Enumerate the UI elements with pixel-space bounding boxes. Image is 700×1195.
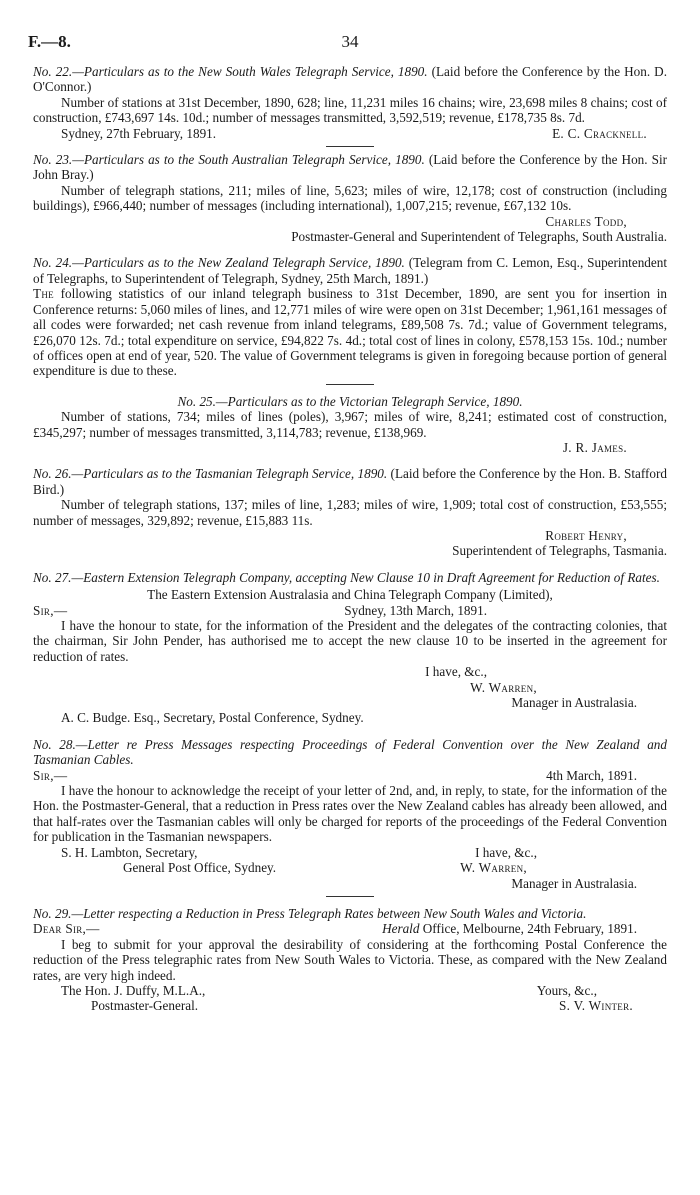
section-22-title-rest: (Laid before the Conference by the Hon. D. O'Connor.) bbox=[33, 64, 668, 95]
section-27-salutation: Sir,— bbox=[33, 602, 68, 618]
section-22-footer bbox=[33, 126, 667, 141]
section-23-signer: Charles Todd, bbox=[545, 213, 627, 229]
section-29-salutation: Dear Sir,— bbox=[33, 921, 100, 937]
section-23-body: Number of telegraph stations, 211; miles of line, 5,623; miles of wire, 12,178; cost of construction (including buildings), £966,440; number of messages (including international), 1,007,215; revenue, £67,132 10s. bbox=[33, 182, 667, 214]
section-27-company: The Eastern Extension Australasia and China Telegraph Company (Limited), bbox=[147, 587, 553, 603]
section-23-title bbox=[33, 152, 667, 183]
section-28-addressee-1: S. H. Lambton, Secretary, bbox=[61, 844, 198, 860]
section-28-title bbox=[33, 737, 667, 768]
section-28-body: I have the honour to acknowledge the receipt of your letter of 2nd, and, in reply, to state, for the information of the Hon. the Postmaster-General, that a reduction in Press rates over the New Zealand cables has already been allowed, and that half-rates over the Tasmanian cables will only be charged for reports of the proceedings of the Federal Convention for publication in the Tasmanian newspapers. bbox=[33, 783, 667, 845]
section-28-signer: W. Warren, bbox=[460, 860, 527, 876]
section-28-date: 4th March, 1891. bbox=[546, 767, 637, 783]
section-23 bbox=[33, 152, 667, 244]
section-29-title-italic: No. 29.—Letter respecting a Reduction in Press Telegraph Rates between New South Wales and Victoria. bbox=[33, 905, 587, 921]
section-23-title-rest: (Laid before the Conference by the Hon. Sir John Bray.) bbox=[33, 152, 667, 183]
section-26-body: Number of telegraph stations, 137; miles of line, 1,283; miles of wire, 1,909; total cost of construction, £53,555; number of messages, 329,892; revenue, £15,883 11s. bbox=[33, 497, 667, 528]
section-26-signer-title: Superintendent of Telegraphs, Tasmania. bbox=[452, 543, 667, 559]
section-divider bbox=[326, 384, 374, 385]
page-number: 34 bbox=[341, 32, 359, 51]
section-23-signer-title: Postmaster-General and Superintendent of Telegraphs, South Australia. bbox=[291, 229, 667, 245]
section-29-sign-row-2 bbox=[33, 998, 667, 1013]
section-28 bbox=[33, 737, 667, 891]
section-29 bbox=[33, 906, 667, 1014]
section-22-title bbox=[33, 64, 667, 95]
section-29-closing: Yours, &c., bbox=[536, 982, 597, 998]
page-header bbox=[22, 30, 678, 54]
section-27 bbox=[33, 570, 667, 726]
section-25-signer: J. R. James. bbox=[562, 439, 627, 455]
section-29-signer: S. V. Winter. bbox=[558, 998, 633, 1014]
section-28-sign-row-2 bbox=[33, 860, 667, 875]
section-gap bbox=[33, 455, 667, 466]
section-24-title bbox=[33, 255, 667, 286]
section-26-title-italic: No. 26.—Particulars as to the Tasmanian Telegraph Service, 1890. bbox=[33, 466, 388, 482]
section-29-date-italic: Herald bbox=[382, 921, 420, 937]
section-26-signer: Robert Henry, bbox=[545, 527, 627, 543]
section-divider bbox=[326, 146, 374, 147]
section-29-addressee-2: Postmaster-General. bbox=[91, 998, 199, 1014]
section-29-sign-row-1 bbox=[33, 983, 667, 998]
section-gap bbox=[33, 726, 667, 737]
section-29-addressee-1: The Hon. J. Duffy, M.L.A., bbox=[61, 982, 206, 998]
section-28-salutation-row bbox=[33, 768, 667, 783]
document-reference: F.—8. bbox=[28, 32, 71, 51]
section-27-title bbox=[33, 570, 667, 585]
section-27-closing: I have, &c., bbox=[425, 664, 487, 680]
section-22 bbox=[33, 64, 667, 141]
section-25 bbox=[33, 394, 667, 456]
section-22-place-date: Sydney, 27th February, 1891. bbox=[61, 125, 217, 141]
section-gap bbox=[33, 559, 667, 570]
section-25-title bbox=[33, 394, 667, 409]
section-25-title-italic: No. 25.—Particulars as to the Victorian Telegraph Service, 1890. bbox=[177, 393, 523, 409]
section-27-date: Sydney, 13th March, 1891. bbox=[344, 602, 487, 618]
section-28-title-italic: No. 28.—Letter re Press Messages respecting Proceedings of Federal Convention over the New Zealand and Tasmanian Cables. bbox=[33, 736, 667, 768]
section-26-title bbox=[33, 466, 667, 497]
section-22-title-italic: No. 22.—Particulars as to the New South Wales Telegraph Service, 1890. bbox=[33, 64, 428, 79]
section-28-closing: I have, &c., bbox=[475, 844, 537, 860]
section-25-body: Number of stations, 734; miles of lines (poles), 3,967; miles of wire, 8,241; estimated cost of construction, £345,297; number of messages transmitted, 3,114,783; revenue, £138,969. bbox=[33, 409, 667, 440]
section-29-date-rest: Office, Melbourne, 24th February, 1891. bbox=[419, 921, 637, 937]
section-27-signer: W. Warren, bbox=[470, 679, 537, 695]
section-28-addressee-2: General Post Office, Sydney. bbox=[123, 860, 277, 876]
section-27-salutation-row bbox=[33, 603, 667, 618]
section-27-body: I have the honour to state, for the information of the President and the delegates of the contracting colonies, that the chairman, Sir John Pender, has authorised me to accept the new clause 10 to be inserted in the agreement for reduction of rates. bbox=[33, 618, 667, 664]
section-28-sign-row-1 bbox=[33, 845, 667, 860]
section-divider bbox=[326, 896, 374, 897]
section-29-title bbox=[33, 906, 667, 921]
section-24-lead-word: The bbox=[33, 286, 54, 302]
section-29-date bbox=[382, 921, 667, 936]
section-24-body bbox=[33, 286, 667, 378]
section-23-title-italic: No. 23.—Particulars as to the South Australian Telegraph Service, 1890. bbox=[33, 152, 425, 168]
section-29-body: I beg to submit for your approval the desirability of considering at the forthcoming Postal Conference the reduction of the Press telegraphic rates from New South Wales to Victoria. These, as compared with the New Zealand rates, are very high indeed. bbox=[33, 936, 667, 983]
section-27-signer-title: Manager in Australasia. bbox=[511, 695, 637, 711]
section-28-signer-title: Manager in Australasia. bbox=[511, 875, 637, 891]
section-28-salutation: Sir,— bbox=[33, 767, 68, 783]
section-27-addressee: A. C. Budge. Esq., Secretary, Postal Conference, Sydney. bbox=[61, 710, 364, 726]
section-29-salutation-row bbox=[33, 921, 667, 936]
section-27-title-italic: No. 27.—Eastern Extension Telegraph Company, accepting New Clause 10 in Draft Agreement for Reduction of Rates. bbox=[33, 569, 660, 585]
section-gap bbox=[33, 244, 667, 255]
section-24-title-italic: No. 24.—Particulars as to the New Zealand Telegraph Service, 1890. bbox=[33, 255, 405, 271]
section-24-body-text: following statistics of our inland telegraph business to 31st December, 1890, are sent you for insertion in Conference returns: 5,060 miles of lines, and 12,771 miles of wire were open on 31st December; 1,961,161 messages of all codes were forwarded; net cash revenue from inland telegrams, £89,508 7s. 7d.; value of Government telegrams, £26,070 12s. 7d.; total expenditure on service, £94,822 7s. 4d.; total cost of lines in colony, £578,153 15s. 10d.; number of offices open at end of year, 520. The value of Government telegrams is given in foregoing because portion of general expenditure is due to these. bbox=[33, 286, 667, 379]
section-22-body: Number of stations at 31st December, 1890, 628; line, 11,231 miles 16 chains; wire, 23,698 miles 8 chains; cost of construction, £743,697 14s. 10d.; number of messages transmitted, 3,592,519; revenue, £178,735 8s. 7d. bbox=[33, 94, 667, 126]
section-24-title-rest: (Telegram from C. Lemon, Esq., Superintendent of Telegraphs, to Superintendent of Telegraph, Sydney, 25th March, 1891.) bbox=[33, 255, 668, 286]
section-26-title-rest: (Laid before the Conference by the Hon. B. Stafford Bird.) bbox=[33, 466, 667, 497]
page-content bbox=[33, 64, 667, 1014]
section-26 bbox=[33, 466, 667, 558]
section-22-signer: E. C. Cracknell. bbox=[552, 125, 647, 141]
section-24 bbox=[33, 255, 667, 378]
